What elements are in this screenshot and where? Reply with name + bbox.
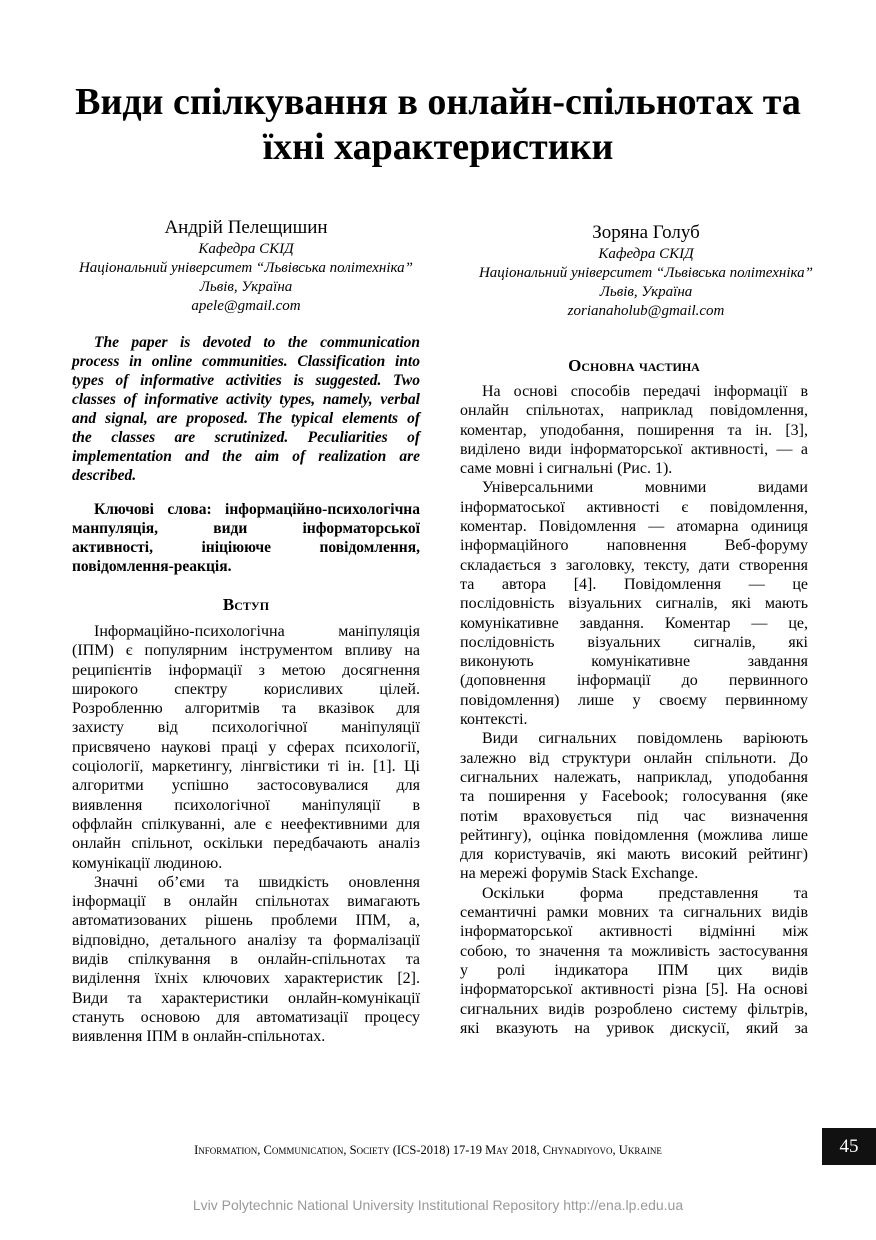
keywords [72, 500, 420, 576]
text-line: автоматизованих рішень проблеми ІПМ, а, [72, 912, 420, 930]
text-line: захисту від психологічної маніпуляції [72, 719, 420, 737]
text-line: алгоритми успішно застосовувалися для [72, 777, 420, 795]
text-line: контексті. [460, 711, 528, 729]
text-line: виділення їхніх ключових характеристик [2]. [72, 970, 420, 988]
text-line: залежно від структури онлайн спільноти. До [460, 749, 808, 767]
text-line: the classes are scrutinized. Peculiarities of [72, 429, 420, 446]
text-line: (ІПМ) є популярним інструментом впливу на [72, 642, 420, 660]
text-line: коментар. Повідомлення — атомарна одиниця [460, 518, 808, 536]
paragraph [72, 873, 420, 1047]
author-name: Андрій Пелещишин [164, 217, 328, 238]
text-line: онлайн спільнот, оскільки передбачають аналіз [72, 835, 420, 853]
text-line: стануть основою для автоматизації процесу [72, 1008, 420, 1026]
text-line: виконують комунікативне завдання [460, 653, 808, 671]
paper-title [0, 80, 876, 170]
text-line: classes of informative activity types, namely, verbal [72, 391, 420, 408]
text-line: виявлення ІПМ в онлайн-спільнотах. [72, 1028, 326, 1046]
text-line: присвячено наукові праці у сферах психології, [72, 738, 420, 756]
text-line: виявлення психологічної маніпуляції в [72, 796, 420, 814]
text-line: для користувачів, які мають високий рейтинг) [460, 846, 808, 864]
text-line: потім враховується під час визначення [460, 807, 808, 825]
page-number: 45 [822, 1128, 876, 1165]
text-line: онлайн спільнотах, наприклад повідомлення, [460, 402, 808, 420]
text-line: інформації в онлайн спільнотах вимагають [72, 893, 420, 911]
text-line: широкого спектру корисливих цілей. [72, 680, 420, 698]
author-block-2 [440, 221, 852, 321]
text-line: у ролі індикатора ІПМ цих видів [460, 961, 808, 979]
text-line: (доповнення інформації до первинного [460, 672, 808, 690]
text-line: інформаторської активності відмінні між [460, 923, 808, 941]
author-department: Кафедра СКІД [198, 241, 294, 257]
section-main [460, 355, 808, 1038]
author-block-1 [40, 216, 452, 316]
text-line: комунікації людиною. [72, 854, 223, 872]
text-line: types of informative activities is suggested. Two [72, 372, 420, 389]
text-line: комунікативне завдання. Коментар — це, [460, 614, 808, 632]
author-email[interactable]: apele@gmail.com [191, 298, 301, 314]
text-line: Види сигнальних повідомлень варіюють [482, 730, 808, 748]
text-line: сигнальних належать, наприклад, уподобання [460, 768, 808, 786]
text-line: соціології, маркетингу, лінгвістики ті ін. [1]. Ці [72, 758, 420, 776]
title-line: їхні характеристики [262, 126, 614, 168]
author-department: Кафедра СКІД [598, 246, 694, 262]
text-line: The paper is devoted to the communication [94, 334, 420, 351]
text-line: Розробленню алгоритмів та вказівок для [72, 700, 420, 718]
text-line: відповідно, детального аналізу та формалізації [72, 931, 420, 949]
text-line: Інформаційно-психологічна маніпуляція [94, 623, 420, 640]
text-line: послідовність візуальних сигналів, які мають [460, 595, 808, 613]
text-line: саме мовні і сигнальні (Рис. 1). [460, 460, 673, 478]
text-line: and signal, are proposed. The typical elements of [72, 410, 420, 427]
text-line: process in online communities. Classification into [72, 353, 420, 370]
text-line: на мережі форумів Stack Exchange. [460, 865, 699, 883]
text-line: та автора [4]. Повідомлення — це [460, 575, 808, 593]
text-line: видів спілкування в онлайн-спільнотах та [72, 951, 420, 969]
text-line: манпуляція, види інформаторської [72, 520, 420, 537]
text-line: складається з заголовку, тексту, дати створення [460, 556, 808, 574]
text-line: described. [72, 467, 137, 484]
text-line: Значні об’єми та швидкість оновлення [94, 873, 420, 891]
abstract [72, 333, 420, 485]
section-introduction [72, 594, 420, 1047]
text-line: Види та характеристики онлайн-комунікації [72, 989, 420, 1007]
text-line: сигнальних видів розроблено систему фільтрів, [460, 1000, 808, 1018]
text-line: виділено види інформаторської активності, — а [460, 440, 808, 458]
text-line: активності, ініціююче повідомлення, [72, 539, 420, 556]
section-heading: Вступ [222, 595, 270, 614]
text-line: реципієнтів інформації з метою досягнення [72, 661, 420, 679]
section-heading: Основна частина [568, 356, 700, 375]
text-line: Оскільки форма представлення та [482, 884, 808, 902]
author-university: Національний університет “Львівська політехніка” [78, 260, 414, 276]
paragraph [72, 622, 420, 873]
text-line: Ключові слова: інформаційно-психологічна [94, 501, 420, 518]
text-line: та поширення у Facebook; голосування (яке [460, 788, 808, 806]
text-line: інформатоської активності є повідомлення, [460, 498, 808, 516]
paragraph [460, 884, 808, 1038]
text-line: оффлайн спілкуванні, але є неефективними для [72, 815, 420, 833]
conference-footer: Information, Communication, Society (ICS-2018) 17-19 May 2018, Chynadiyovo, Ukraine [194, 1143, 662, 1157]
text-line: коментар, уподобання, поширення та ін. [3], [460, 421, 808, 439]
text-line: семантичні рамки мовних та сигнальних видів [460, 904, 808, 922]
text-line: собою, то значення та можливість застосування [460, 942, 808, 960]
text-line: повідомлення-реакція. [72, 558, 232, 575]
paragraph [460, 729, 808, 883]
title-line: Види спілкування в онлайн-спільнотах та [75, 81, 801, 123]
text-line: Універсальними мовними видами [482, 479, 808, 497]
text-line: рейтингу), оцінка повідомлення (можлива лише [460, 826, 808, 844]
text-line: На основі способів передачі інформації в [482, 383, 808, 400]
paragraph [460, 382, 808, 478]
paragraph [460, 478, 808, 729]
text-line: повідомлення) лише у своєму первинному [460, 691, 808, 709]
author-university: Національний університет “Львівська політехніка” [478, 265, 814, 281]
text-line: послідовність візуальних сигналів, які [460, 633, 808, 651]
repository-watermark: Lviv Polytechnic National University Institutional Repository http://ena.lp.edu.ua [192, 1197, 684, 1213]
text-line: інформаторської активності різна [5]. На основі [460, 981, 808, 999]
author-name: Зоряна Голуб [592, 222, 700, 243]
text-line: інформаційного наповнення Веб-форуму [460, 537, 808, 555]
text-line: implementation and the aim of realization are [72, 448, 420, 465]
author-email[interactable]: zorianaholub@gmail.com [567, 303, 725, 319]
text-line: які вказують на уривок дискусії, який за [460, 1019, 808, 1037]
author-city: Львів, Україна [199, 279, 293, 295]
author-city: Львів, Україна [599, 284, 693, 300]
